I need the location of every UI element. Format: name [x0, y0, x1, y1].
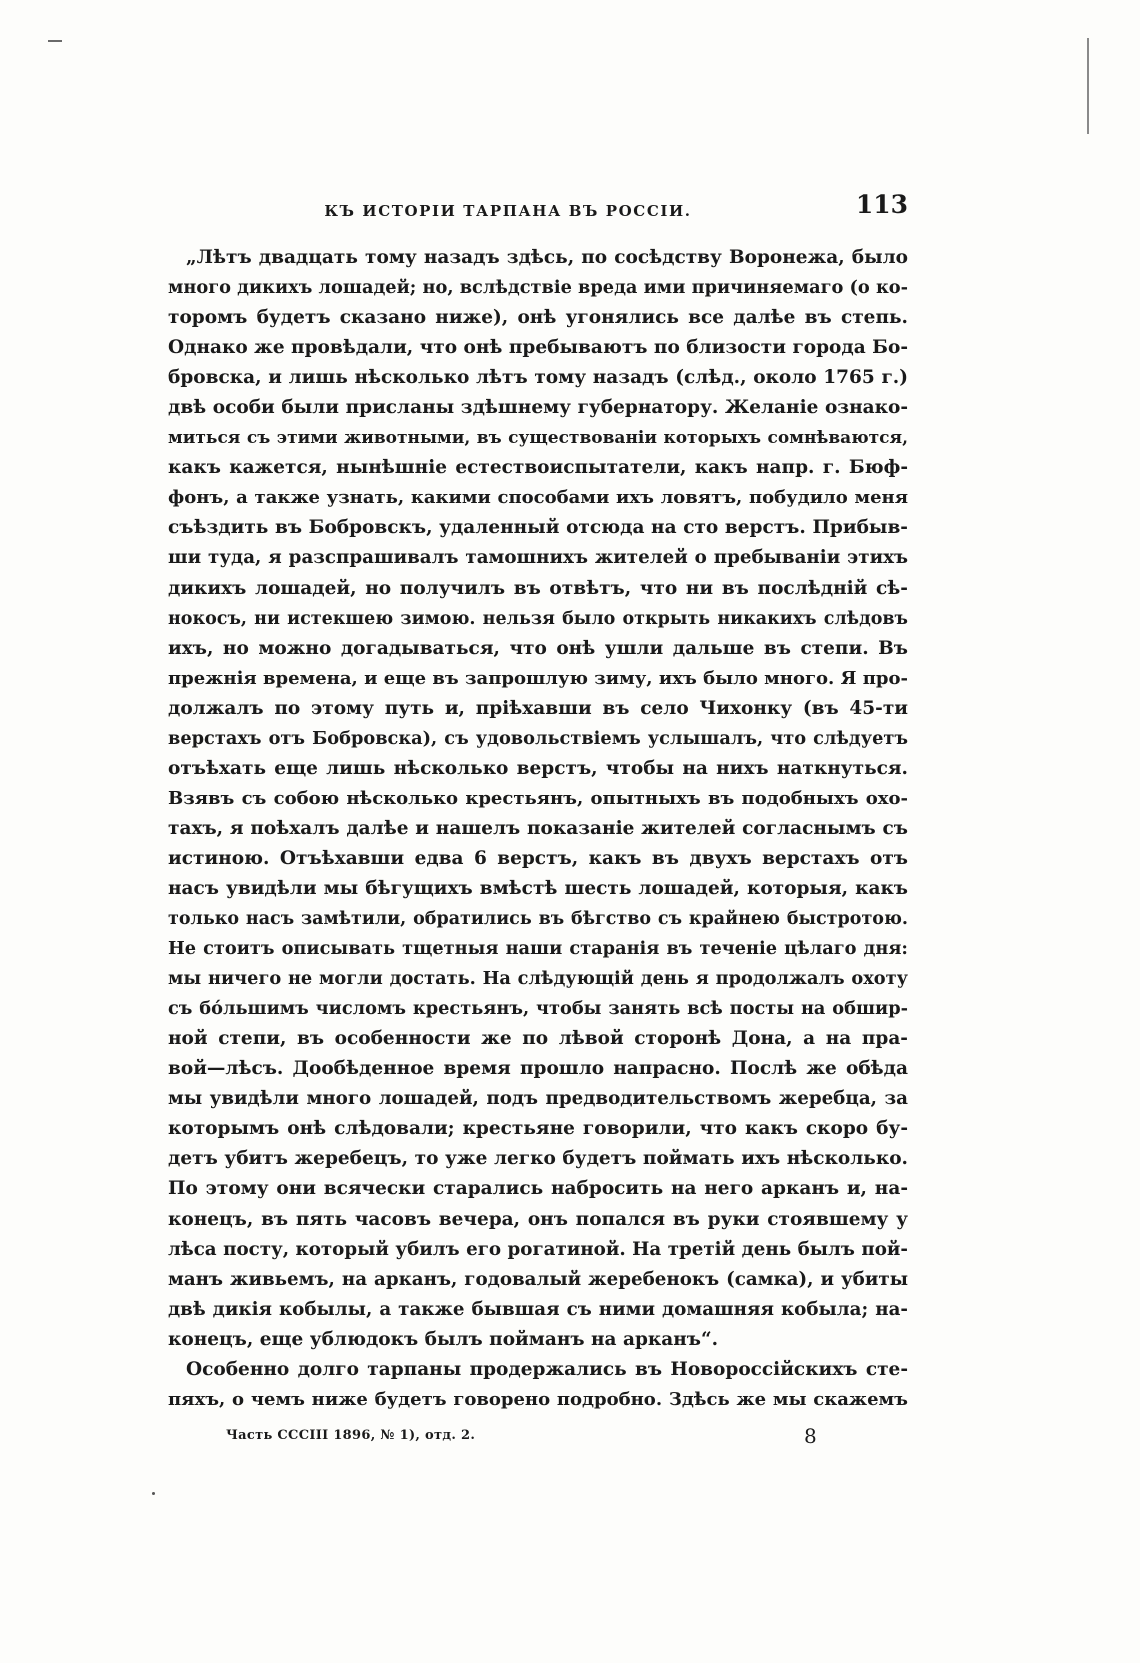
text-line: ихъ, но можно догадываться, что онѣ ушли дальше въ степи. Въ: [168, 637, 908, 659]
text-line: двѣ особи были присланы здѣшнему губернатору. Желаніе ознако-: [168, 397, 908, 419]
text-line: двѣ дикія кобылы, а также бывшая съ ними домашняя кобыла; на-: [168, 1298, 908, 1320]
running-head: КЪ ИСТОРІИ ТАРПАНА ВЪ РОССІИ.: [324, 202, 692, 220]
text-line: ной степи, въ особенности же по лѣвой сторонѣ Дона, а на пра-: [168, 1028, 908, 1050]
text-line: манъ живьемъ, на арканъ, годовалый жеребенокъ (самка), и убиты: [168, 1268, 908, 1290]
text-line: „Лѣтъ двадцать тому назадъ здѣсь, по сосѣдству Воронежа, было: [186, 247, 908, 268]
page-number: 113: [855, 190, 908, 219]
scan-edge-mark: [48, 40, 62, 42]
scan-edge-line: [1087, 38, 1089, 134]
text-line: нокосъ, ни истекшею зимою. нельзя было открыть никакихъ слѣдовъ: [168, 608, 908, 629]
text-line: По этому они всячески старались набросить на него арканъ и, на-: [168, 1178, 908, 1200]
text-line: дикихъ лошадей, но получилъ въ отвѣтъ, что ни въ послѣдній сѣ-: [168, 577, 908, 599]
text-line: истиною. Отъѣхавши едва 6 верстъ, какъ въ двухъ верстахъ отъ: [168, 847, 908, 869]
scan-speck: [152, 1492, 155, 1495]
sheet-number: 8: [804, 1424, 817, 1448]
text-line: съѣздить въ Бобровскъ, удаленный отсюда на сто верстъ. Прибыв-: [168, 517, 908, 539]
text-line: лѣса посту, который убилъ его рогатиной. На третій день былъ пой-: [168, 1238, 908, 1260]
text-line: вой—лѣсъ. Дообѣденное время прошло напрасно. Послѣ же обѣда: [168, 1058, 908, 1080]
body-text: [168, 243, 908, 1415]
text-line: бровска, и лишь нѣсколько лѣтъ тому назадъ (слѣд., около 1765 г.): [168, 367, 908, 389]
text-line: Особенно долго тарпаны продержались въ Новороссійскихъ сте-: [186, 1358, 908, 1380]
text-line: пяхъ, о чемъ ниже будетъ говорено подробно. Здѣсь же мы скажемъ: [168, 1388, 908, 1410]
text-line: съ бóльшимъ числомъ крестьянъ, чтобы занять всѣ посты на обшир-: [168, 998, 908, 1020]
text-line: отъѣхать еще лишь нѣсколько верстъ, чтобы на нихъ наткнуться.: [168, 757, 908, 779]
text-line: Однако же провѣдали, что онѣ пребываютъ по близости города Бо-: [168, 337, 908, 359]
text-line: детъ убитъ жеребецъ, то уже легко будетъ поймать ихъ нѣсколько.: [168, 1148, 908, 1170]
page-header: [168, 190, 908, 230]
text-line: какъ кажется, нынѣшніе естествоиспытатели, какъ напр. г. Бюф-: [168, 457, 908, 479]
text-line: должалъ по этому путь и, пріѣхавши въ село Чихонку (въ 45-ти: [168, 697, 908, 719]
text-line: торомъ будетъ сказано ниже), онѣ угонялись все далѣе въ степь.: [168, 307, 908, 329]
text-line: прежнія времена, и еще въ запрошлую зиму, ихъ было много. Я про-: [168, 667, 908, 689]
text-line: которымъ онѣ слѣдовали; крестьяне говорили, что какъ скоро бу-: [168, 1118, 908, 1140]
text-line: Взявъ съ собою нѣсколько крестьянъ, опытныхъ въ подобныхъ охо-: [168, 787, 908, 809]
text-line: много дикихъ лошадей; но, вслѣдствіе вреда ими причиняемаго (о ко-: [168, 277, 908, 299]
printer-signature: Часть СССIII 1896, № 1), отд. 2.: [226, 1428, 476, 1443]
text-line: мы ничего не могли достать. На слѣдующій день я продолжалъ охоту: [168, 968, 908, 990]
page-footer: [226, 1424, 866, 1450]
text-line: насъ увидѣли мы бѣгущихъ вмѣстѣ шесть лошадей, которыя, какъ: [168, 877, 908, 899]
text-line: верстахъ отъ Бобровска), съ удовольствіемъ услышалъ, что слѣдуетъ: [168, 727, 908, 749]
text-line: миться съ этими животными, въ существованіи которыхъ сомнѣваются,: [168, 428, 908, 449]
text-line: мы увидѣли много лошадей, подъ предводительствомъ жеребца, за: [168, 1088, 908, 1110]
text-line: Не стоитъ описывать тщетныя наши старанія въ теченіе цѣлаго дня:: [168, 938, 908, 960]
text-line: только насъ замѣтили, обратились въ бѣгство съ крайнею быстротою.: [168, 909, 908, 930]
text-line: конецъ, въ пять часовъ вечера, онъ попался въ руки стоявшему у: [168, 1208, 908, 1230]
text-line: конецъ, еще ублюдокъ былъ пойманъ на арканъ“.: [168, 1328, 719, 1350]
text-line: фонъ, а также узнать, какими способами ихъ ловятъ, побудило меня: [168, 487, 908, 509]
text-line: ши туда, я разспрашивалъ тамошнихъ жителей о пребываніи этихъ: [168, 547, 908, 569]
text-line: тахъ, я поѣхалъ далѣе и нашелъ показаніе жителей согласнымъ съ: [168, 817, 908, 839]
